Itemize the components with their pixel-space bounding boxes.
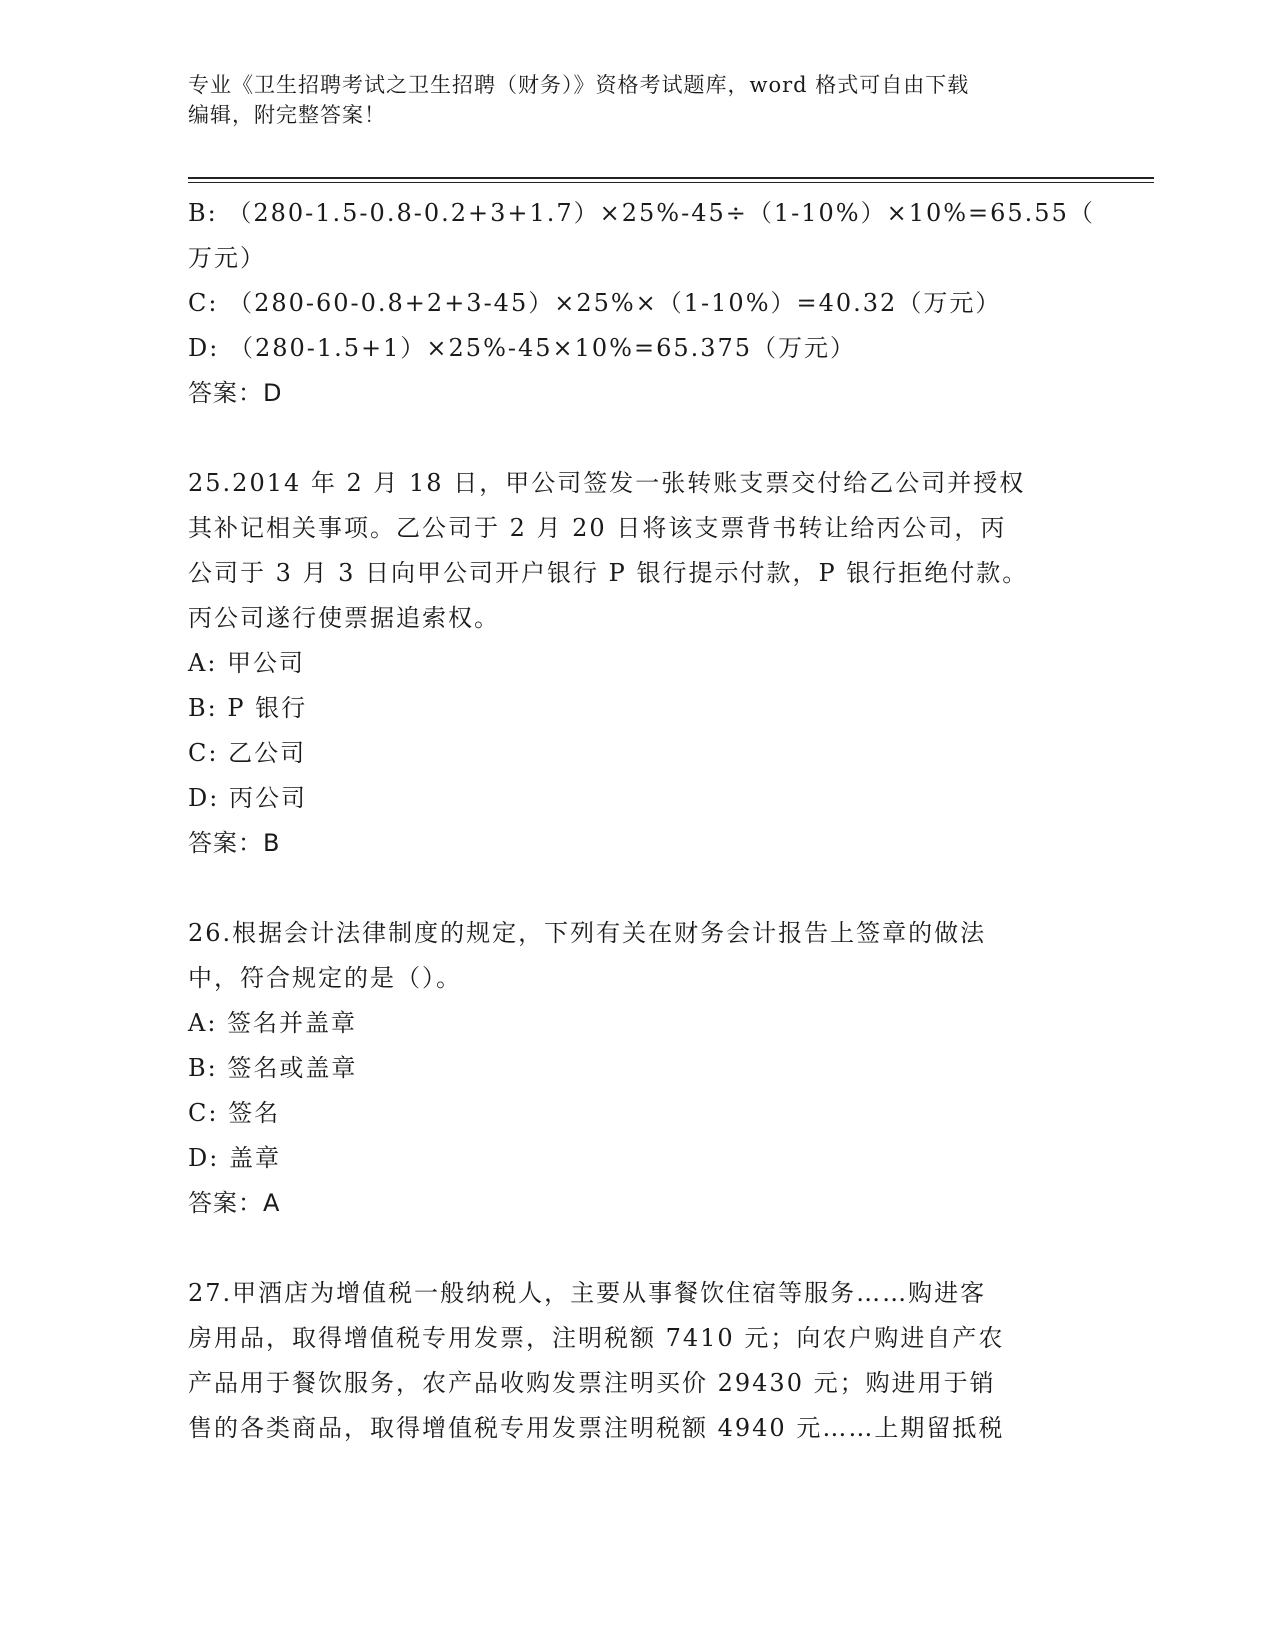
q24-option-b-line-1: B: （280-1.5-0.8-0.2+3+1.7）×25%-45÷（1-10%）×10%=65.55（ — [188, 199, 1095, 227]
q27-stem-line-2: 房用品，取得增值税专用发票，注明税额 7410 元；向农户购进自产农 — [188, 1324, 1005, 1352]
q26-stem-line-2: 中，符合规定的是（）。 — [188, 964, 462, 992]
spacer — [188, 1226, 1068, 1271]
document-header — [188, 70, 1068, 130]
question-content — [188, 191, 1095, 1451]
header-rule-thin — [188, 182, 1154, 183]
q25-stem-line-1: 25.2014 年 2 月 18 日，甲公司签发一张转账支票交付给乙公司并授权 — [188, 469, 1026, 497]
q24-option-d: D: （280-1.5+1）×25%-45×10%=65.375（万元） — [188, 334, 857, 362]
q27-stem-line-1: 27.甲酒店为增值税一般纳税人，主要从事餐饮住宿等服务……购进客 — [188, 1279, 987, 1307]
question-26 — [188, 911, 1068, 1226]
q25-option-c: C: 乙公司 — [188, 739, 307, 767]
q25-stem-line-2: 其补记相关事项。乙公司于 2 月 20 日将该支票背书转让给丙公司，丙 — [188, 514, 1007, 542]
question-27 — [188, 1271, 1068, 1451]
q26-stem-line-1: 26.根据会计法律制度的规定，下列有关在财务会计报告上签章的做法 — [188, 919, 987, 947]
q26-option-d: D: 盖章 — [188, 1144, 281, 1172]
q27-stem-line-4: 售的各类商品，取得增值税专用发票注明税额 4940 元……上期留抵税 — [188, 1414, 1005, 1442]
q24-answer: 答案：D — [188, 379, 283, 407]
q25-stem-line-4: 丙公司遂行使票据追索权。 — [188, 604, 500, 632]
q24-option-b-line-2: 万元） — [188, 244, 266, 272]
header-line-2: 编辑，附完整答案！ — [188, 103, 386, 127]
q25-option-d: D: 丙公司 — [188, 784, 307, 812]
spacer — [188, 416, 1068, 461]
q26-option-a: A: 签名并盖章 — [188, 1009, 358, 1037]
q27-stem-line-3: 产品用于餐饮服务，农产品收购发票注明买价 29430 元；购进用于销 — [188, 1369, 996, 1397]
q26-option-b: B: 签名或盖章 — [188, 1054, 358, 1082]
header-line-1: 专业《卫生招聘考试之卫生招聘（财务）》资格考试题库，word 格式可自由下载 — [188, 73, 970, 97]
q25-stem-line-3: 公司于 3 月 3 日向甲公司开户银行 P 银行提示付款，P 银行拒绝付款。 — [188, 559, 1029, 587]
question-25 — [188, 461, 1068, 866]
q25-answer: 答案：B — [188, 829, 281, 857]
header-rule-thick — [188, 177, 1154, 179]
question-24-tail — [188, 191, 1095, 416]
q25-option-b: B: P 银行 — [188, 694, 308, 722]
spacer — [188, 866, 1068, 911]
q26-option-c: C: 签名 — [188, 1099, 281, 1127]
q24-option-c: C: （280-60-0.8+2+3-45）×25%×（1-10%）=40.32（万元） — [188, 289, 1002, 317]
q25-option-a: A: 甲公司 — [188, 649, 306, 677]
q26-answer: 答案：A — [188, 1189, 281, 1217]
